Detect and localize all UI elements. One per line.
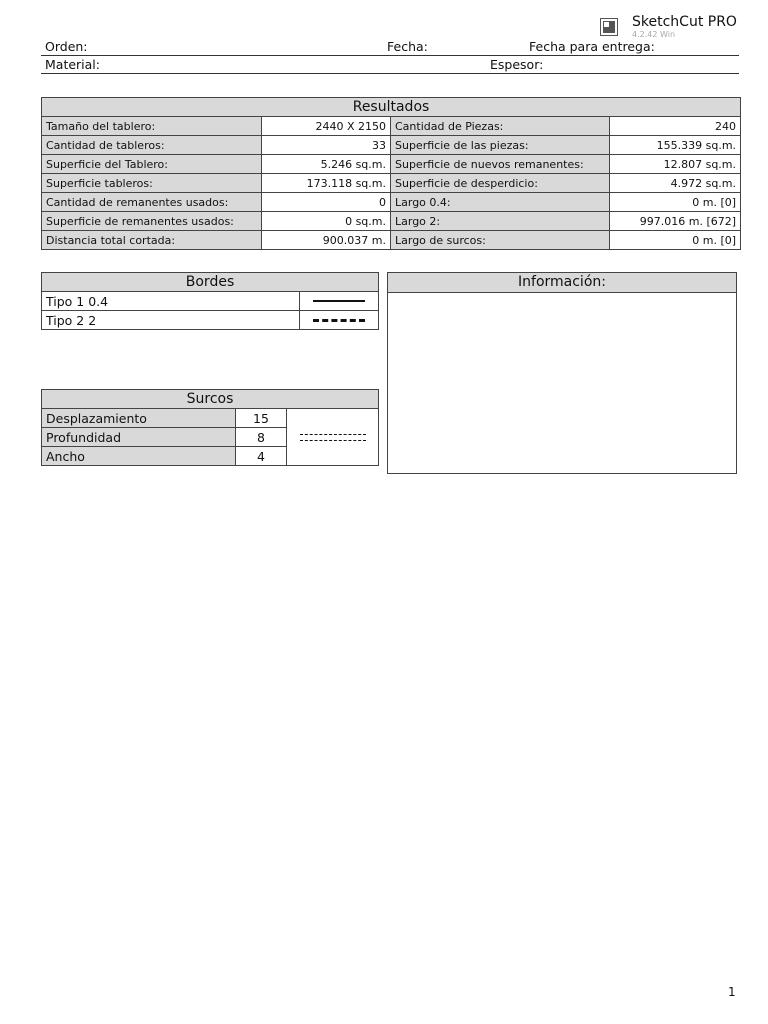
results-value: 4.972 sq.m. <box>610 174 741 193</box>
surcos-title: Surcos <box>42 390 379 409</box>
results-value: 33 <box>262 136 391 155</box>
results-value: 900.037 m. <box>262 231 391 250</box>
results-label: Cantidad de Piezas: <box>391 117 610 136</box>
table-row <box>42 136 741 155</box>
groove-pattern-icon <box>287 409 379 466</box>
surcos-label: Profundidad <box>42 428 236 447</box>
surcos-label: Ancho <box>42 447 236 466</box>
results-label: Superficie de las piezas: <box>391 136 610 155</box>
page-number: 1 <box>728 985 736 999</box>
results-label: Distancia total cortada: <box>42 231 262 250</box>
info-panel <box>387 272 737 474</box>
results-table <box>41 97 741 250</box>
table-row <box>42 174 741 193</box>
fecha-label: Fecha: <box>387 39 428 54</box>
results-label: Superficie de remanentes usados: <box>42 212 262 231</box>
surcos-value: 8 <box>236 428 287 447</box>
results-value: 0 m. [0] <box>610 231 741 250</box>
header-row-material <box>41 57 739 74</box>
results-value: 173.118 sq.m. <box>262 174 391 193</box>
app-name: SketchCut PRO <box>632 14 737 30</box>
header-row-order <box>41 39 739 56</box>
results-label: Cantidad de remanentes usados: <box>42 193 262 212</box>
results-label: Cantidad de tableros: <box>42 136 262 155</box>
surcos-value: 4 <box>236 447 287 466</box>
table-row <box>42 212 741 231</box>
results-label: Superficie del Tablero: <box>42 155 262 174</box>
results-value: 12.807 sq.m. <box>610 155 741 174</box>
surcos-label: Desplazamiento <box>42 409 236 428</box>
table-row <box>42 155 741 174</box>
app-version: 4.2.42 Win <box>632 30 676 39</box>
orden-label: Orden: <box>45 39 88 54</box>
info-title: Información: <box>388 273 736 293</box>
results-value: 2440 X 2150 <box>262 117 391 136</box>
fecha-entrega-label: Fecha para entrega: <box>529 39 655 54</box>
table-row <box>42 117 741 136</box>
results-value: 155.339 sq.m. <box>610 136 741 155</box>
table-row <box>42 193 741 212</box>
results-label: Largo 0.4: <box>391 193 610 212</box>
results-value: 240 <box>610 117 741 136</box>
results-value: 0 <box>262 193 391 212</box>
results-value: 997.016 m. [672] <box>610 212 741 231</box>
table-row <box>42 409 379 428</box>
surcos-value: 15 <box>236 409 287 428</box>
table-row <box>42 231 741 250</box>
surcos-table <box>41 389 379 466</box>
bordes-label: Tipo 2 2 <box>42 311 300 330</box>
table-row <box>42 292 379 311</box>
sketchcut-logo-icon <box>600 18 618 36</box>
results-label: Largo 2: <box>391 212 610 231</box>
table-row <box>42 311 379 330</box>
espesor-label: Espesor: <box>490 57 544 72</box>
results-value: 0 sq.m. <box>262 212 391 231</box>
results-title: Resultados <box>42 98 741 117</box>
dashed-line-icon <box>300 311 379 330</box>
results-label: Tamaño del tablero: <box>42 117 262 136</box>
results-value: 5.246 sq.m. <box>262 155 391 174</box>
results-label: Largo de surcos: <box>391 231 610 250</box>
results-value: 0 m. [0] <box>610 193 741 212</box>
bordes-label: Tipo 1 0.4 <box>42 292 300 311</box>
results-label: Superficie tableros: <box>42 174 262 193</box>
bordes-table <box>41 272 379 330</box>
results-label: Superficie de desperdicio: <box>391 174 610 193</box>
solid-line-icon <box>300 292 379 311</box>
bordes-title: Bordes <box>42 273 379 292</box>
material-label: Material: <box>45 57 100 72</box>
results-label: Superficie de nuevos remanentes: <box>391 155 610 174</box>
